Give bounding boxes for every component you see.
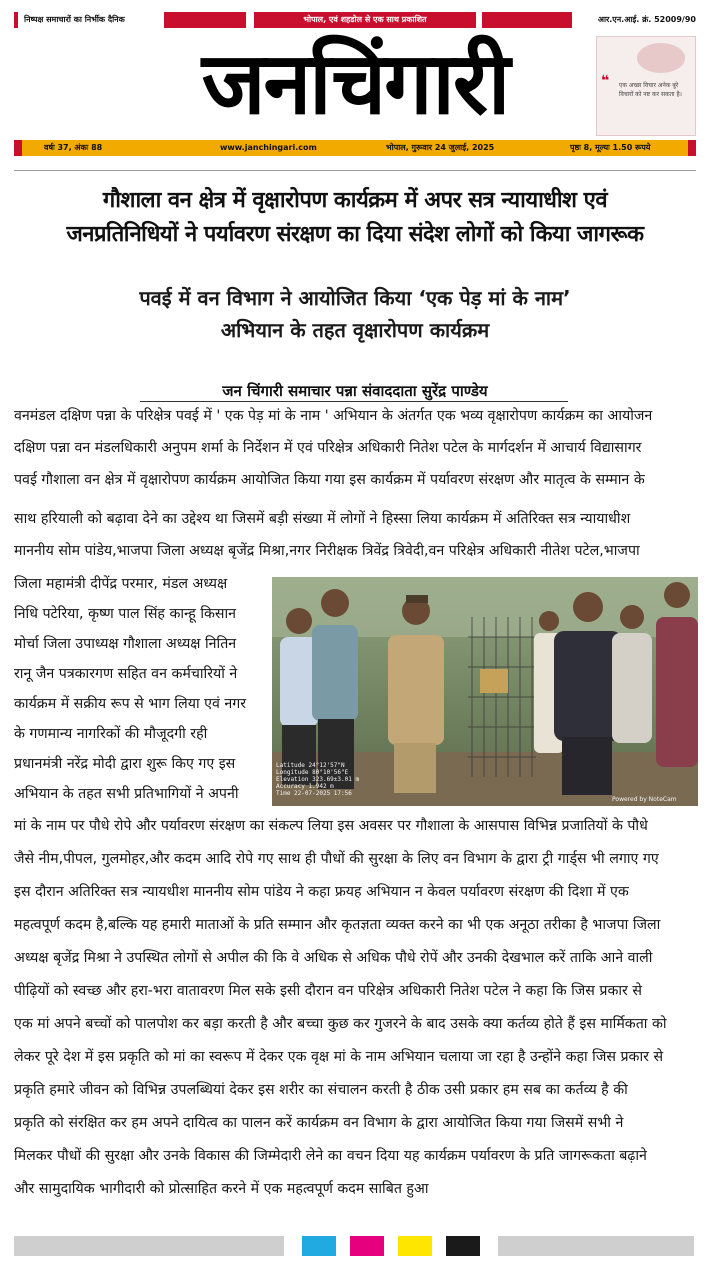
top-strip xyxy=(14,12,696,28)
body-line: एक मां अपने बच्चों को पालपोश कर बड़ा करती है और बच्चा कुछ कर गुजरने के बाद उसके क्या कर्तव्य होते हैं इस मार्मिकता को xyxy=(14,1016,667,1032)
subheadline xyxy=(14,282,696,346)
body-line: मोर्चा जिला उपाध्यक्ष गौशाला अध्यक्ष नितिन xyxy=(14,636,237,652)
gps-line: Elevation 323.69±3.01 m xyxy=(276,776,360,783)
color-swatch-gray xyxy=(14,1236,284,1256)
news-photo xyxy=(272,577,698,806)
issue-number: वर्षः 37, अंकः 88 xyxy=(44,143,103,152)
body-line: प्रकृति को संरक्षित कर हम अपने दायित्व का पालन करें कार्यक्रम वन विभाग के द्वारा आयोजित किया गया जिसमें सभी ने xyxy=(14,1115,624,1131)
color-swatch-gray xyxy=(498,1236,694,1256)
registration-number: आर.एन.आई. क्रं. 52009/90 xyxy=(597,15,696,24)
divider xyxy=(14,170,696,171)
body-line: मिलकर पौधों की सुरक्षा और उनके विकास की जिम्मेदारी लेने का वचन दिया यह कार्यक्रम पर्यावरण के प्रति जागरूकता बढ़ाने xyxy=(14,1148,647,1164)
body-line: और सामुदायिक भागीदारी को प्रोत्साहित करने में एक महत्वपूर्ण कदम साबित हुआ xyxy=(14,1181,429,1197)
pages-price: पृष्ठः 8, मूल्यः 1.50 रूपये xyxy=(570,143,651,152)
issue-info-bar xyxy=(14,140,696,156)
body-line: पीढ़ियों को स्वच्छ और हरा-भरा वातावरण मिल सके इसी दौरान वन परिक्षेत्र अधिकारी नितेश पटेल ने कहा कि जिस प्रकार से xyxy=(14,983,642,999)
gps-line: Accuracy 1.942 m xyxy=(276,783,334,790)
gps-line: Time 22-07-2025 17:56 xyxy=(276,790,352,797)
decor-bar xyxy=(164,12,246,28)
decor-bar xyxy=(482,12,572,28)
decor-bar xyxy=(688,140,696,156)
quote-box xyxy=(596,36,696,136)
newspaper-logo: जनचिंगारी xyxy=(201,34,509,134)
body-line: इस दौरान अतिरिक्त सत्र न्यायधीश माननीय सोम पांडेय ने कहा फ्रयह अभियान न केवल पर्यावरण संरक्षण की दिशा में एक xyxy=(14,884,629,900)
photo-watermark: Powered by NoteCam xyxy=(612,796,677,803)
color-swatch-black xyxy=(446,1236,480,1256)
body-line: पवई गौशाला वन क्षेत्र में वृक्षारोपण कार्यक्रम आयोजित किया गया इस कार्यक्रम में पर्यावरण संरक्षण और मातृत्व के सम्मान के xyxy=(14,472,645,488)
print-color-bar xyxy=(0,1236,708,1256)
byline: जन चिंगारी समाचार पन्ना संवाददाता सुरेंद्र पाण्डेय xyxy=(222,382,488,400)
body-line: दक्षिण पन्ना वन मंडलधिकारी अनुपम शर्मा के निर्देशन में एवं परिक्षेत्र अधिकारी नितेश पटेल के मार्गदर्शन में आचार्य विद्यासागर xyxy=(14,440,642,456)
plantation-scene xyxy=(272,577,698,806)
body-line: प्रकृति हमारे जीवन को विभिन्न उपलब्धियां देकर इस शरीर का संचालन करती है ठीक उसी प्रकार हम सब का कर्तव्य है की xyxy=(14,1082,628,1098)
headline xyxy=(14,184,696,252)
body-line: अभियान के तहत सभी प्रतिभागियों ने अपनी xyxy=(14,786,239,802)
slogan-tag: निष्पक्ष समाचारों का निर्भीक दैनिक xyxy=(14,12,152,28)
color-swatch-cyan xyxy=(302,1236,336,1256)
body-line: जैसे नीम,पीपल, गुलमोहर,और कदम आदि रोपे गए साथ ही पौधों की सुरक्षा के लिए वन विभाग के द्वारा ट्री गार्ड्स भी लगाए गए xyxy=(14,851,659,867)
decor-bar xyxy=(14,140,22,156)
quote-icon: ❝ xyxy=(601,73,610,89)
headline-line: गौशाला वन क्षेत्र में वृक्षारोपण कार्यक्रम में अपर सत्र न्यायाधीश एवं xyxy=(102,188,608,213)
subheadline-line: अभियान के तहत वृक्षारोपण कार्यक्रम xyxy=(220,318,490,342)
color-swatch-magenta xyxy=(350,1236,384,1256)
body-line: महत्वपूर्ण कदम है,बल्कि यह हमारी माताओं के प्रति सम्मान और कृतज्ञता व्यक्त करने का भी एक अनूठा तरीका है भाजपा जिला xyxy=(14,917,661,933)
masthead xyxy=(0,28,708,140)
gps-line: Longitude 80°10'56"E xyxy=(276,769,349,776)
divider xyxy=(140,401,568,402)
body-line: माननीय सोम पांडेय,भाजपा जिला अध्यक्ष बृजेंद्र मिश्रा,नगर निरीक्षक त्रिवेंद्र त्रिवेदी,वन परिक्षेत्र अधिकारी नीतेश पटेल,भाजपा xyxy=(14,543,640,559)
body-line: रानू जैन पत्रकारगण सहित वन कर्मचारियों ने xyxy=(14,666,238,682)
body-line: के गणमान्य नागरिकों की मौजूदगी रही xyxy=(14,726,208,742)
body-line: जिला महामंत्री दीपेंद्र परमार, मंडल अध्यक्ष xyxy=(14,576,228,592)
body-line: लेकर पूरे देश में इस प्रकृति को मां का स्वरूप में देकर एक वृक्ष मां के नाम अभियान चलाया जा रहा है उन्होंने कहा जिस प्रकार से xyxy=(14,1049,664,1065)
body-line: अध्यक्ष बृजेंद्र मिश्रा ने उपस्थित लोगों से अपील की कि वे अधिक से अधिक पौधे रोपें और उनकी देखभाल करें ताकि आने वाली xyxy=(14,950,653,966)
body-line: प्रधानमंत्री नरेंद्र मोदी द्वारा शुरू किए गए इस xyxy=(14,756,236,772)
subheadline-line: पवई में वन विभाग ने आयोजित किया ‘एक पेड़ मां के नाम’ xyxy=(139,286,571,310)
color-swatch-yellow xyxy=(398,1236,432,1256)
decor-splash xyxy=(637,43,685,73)
body-line: कार्यक्रम में सक्रीय रूप से भाग लिया एवं नगर xyxy=(14,696,247,712)
headline-line: जनप्रतिनिधियों ने पर्यावरण संरक्षण का दिया संदेश लोगों को किया जागरूक xyxy=(66,222,644,247)
website: www.janchingari.com xyxy=(220,143,317,152)
body-line: मां के नाम पर पौधे रोपे और पर्यावरण संरक्षण का संकल्प लिया इस अवसर पर गौशाला के आसपास विभिन्न प्रजातियों के पौधे xyxy=(14,818,648,834)
date: भोपाल, गुरूवार 24 जुलाई, 2025 xyxy=(386,143,495,152)
body-line: वनमंडल दक्षिण पन्ना के परिक्षेत्र पवई में ' एक पेड़ मां के नाम ' अभियान के अंतर्गत एक भव्य वृक्षारोपण कार्यक्रम का आयोजन xyxy=(14,408,653,424)
body-line: निधि पटेरिया, कृष्ण पाल सिंह कान्हू किसान xyxy=(14,606,237,622)
quote-text: एक अच्छा विचार अनेक बुरे विचारों को नष्ट कर सकता है। xyxy=(619,82,682,98)
publication-places: भोपाल, एवं शहडोल से एक साथ प्रकाशित xyxy=(254,12,476,28)
body-line: साथ हरियाली को बढ़ावा देने का उद्देश्य था जिसमें बड़ी संख्या में लोगों ने हिस्सा लिया कार्यक्रम में अतिरिक्त सत्र न्यायाधीश xyxy=(14,511,631,527)
gps-line: Latitude 24°12'57"N xyxy=(276,762,345,769)
